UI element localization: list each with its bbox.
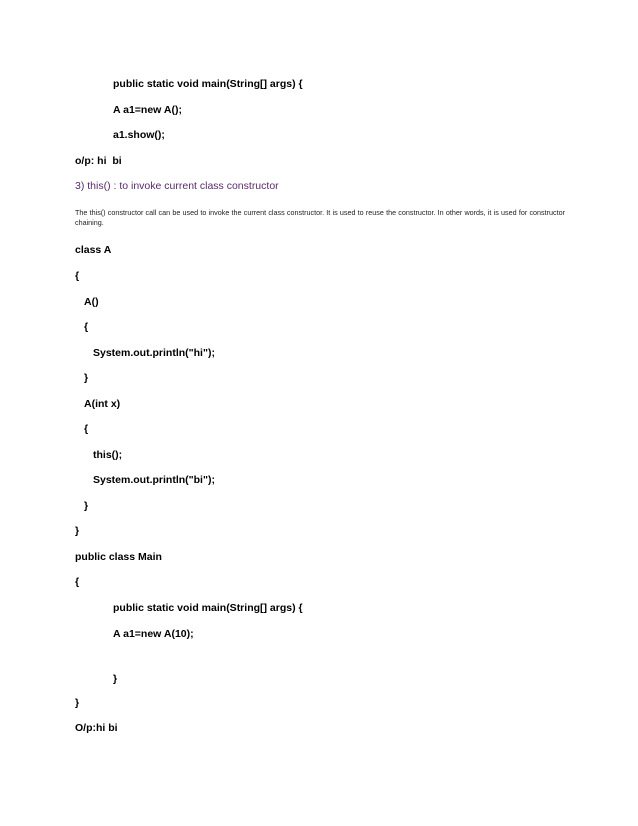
output-line-2: O/p:hi bi (75, 722, 118, 734)
section-description: The this() constructor call can be used to invoke the current class constructor. It is used to reuse the constructor. In other words, it is used for constructor chaining. (75, 208, 565, 227)
this-call: this(); (93, 449, 123, 461)
object-creation-1: A a1=new A(); (113, 104, 182, 116)
constructor-a-int-open-brace: { (84, 423, 89, 435)
constructor-a-int: A(int x) (84, 398, 121, 410)
class-a-open-brace: { (75, 270, 80, 282)
main-class-declaration: public class Main (75, 551, 162, 563)
constructor-a-close-brace: } (84, 372, 89, 384)
output-line-1: o/p: hi bi (75, 155, 122, 167)
constructor-a-open-brace: { (84, 321, 89, 333)
class-a-declaration: class A (75, 244, 112, 256)
section-heading: 3) this() : to invoke current class constructor (75, 180, 279, 192)
main-class-close-brace: } (75, 697, 80, 709)
class-a-close-brace: } (75, 525, 80, 537)
main-method-close-brace: } (113, 673, 118, 685)
main-signature-1: public static void main(String[] args) { (113, 78, 303, 90)
println-bi: System.out.println("bi"); (93, 474, 215, 486)
object-creation-2: A a1=new A(10); (113, 628, 194, 640)
println-hi: System.out.println("hi"); (93, 347, 215, 359)
method-call-show: a1.show(); (113, 129, 165, 141)
constructor-a: A() (84, 296, 99, 308)
main-class-open-brace: { (75, 576, 80, 588)
main-signature-2: public static void main(String[] args) { (113, 602, 303, 614)
constructor-a-int-close-brace: } (84, 500, 89, 512)
